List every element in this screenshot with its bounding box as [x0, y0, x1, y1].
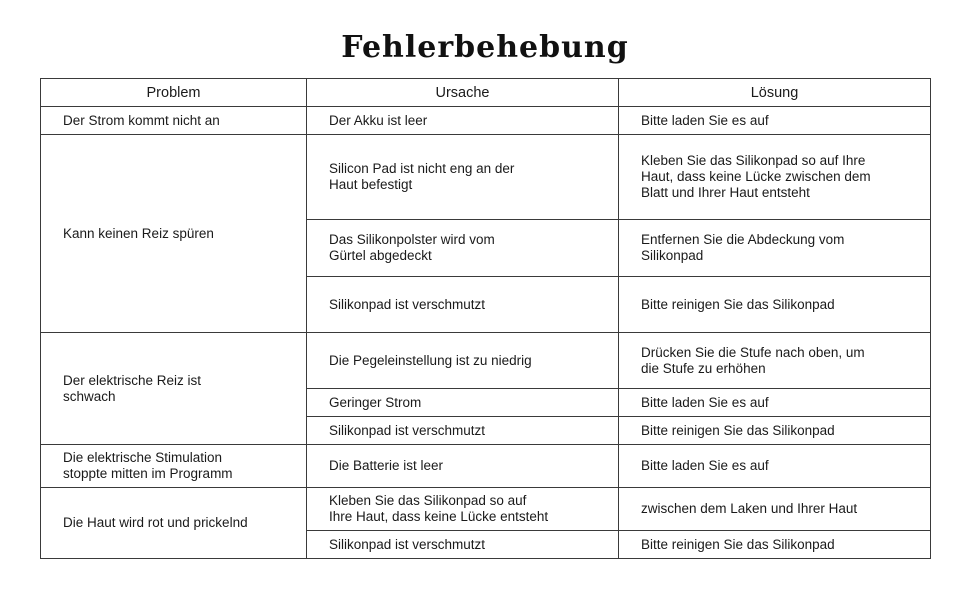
cause-cell: Silikonpad ist verschmutzt: [307, 531, 619, 559]
problem-cell: Der Strom kommt nicht an: [41, 107, 307, 135]
header-problem: Problem: [41, 79, 307, 107]
page-title: Fehlerbehebung: [341, 30, 629, 65]
header-loesung: Lösung: [619, 79, 931, 107]
cause-cell: Die Batterie ist leer: [307, 445, 619, 488]
problem-cell: Die elektrische Stimulation stoppte mitten im Programm: [41, 445, 307, 488]
problem-cell: Die Haut wird rot und prickelnd: [41, 488, 307, 559]
cause-cell: Silikonpad ist verschmutzt: [307, 277, 619, 333]
header-ursache: Ursache: [307, 79, 619, 107]
table-row: [41, 333, 931, 389]
table-row: [41, 488, 931, 531]
cause-cell: Kleben Sie das Silikonpad so auf Ihre Haut, dass keine Lücke entsteht: [307, 488, 619, 531]
problem-cell: Der elektrische Reiz ist schwach: [41, 333, 307, 445]
cause-cell: Geringer Strom: [307, 389, 619, 417]
table-header-row: [41, 79, 931, 107]
solution-cell: Bitte laden Sie es auf: [619, 107, 931, 135]
solution-cell: zwischen dem Laken und Ihrer Haut: [619, 488, 931, 531]
solution-cell: Bitte reinigen Sie das Silikonpad: [619, 417, 931, 445]
table-row: [41, 445, 931, 488]
solution-cell: Bitte laden Sie es auf: [619, 445, 931, 488]
cause-cell: Silikonpad ist verschmutzt: [307, 417, 619, 445]
solution-cell: Drücken Sie die Stufe nach oben, um die Stufe zu erhöhen: [619, 333, 931, 389]
cause-cell: Das Silikonpolster wird vom Gürtel abgedeckt: [307, 220, 619, 277]
troubleshooting-table: [40, 78, 931, 559]
table-row: [41, 107, 931, 135]
solution-cell: Entfernen Sie die Abdeckung vom Silikonpad: [619, 220, 931, 277]
problem-cell: Kann keinen Reiz spüren: [41, 135, 307, 333]
solution-cell: Bitte laden Sie es auf: [619, 389, 931, 417]
table-row: [41, 135, 931, 220]
cause-cell: Der Akku ist leer: [307, 107, 619, 135]
solution-cell: Bitte reinigen Sie das Silikonpad: [619, 531, 931, 559]
solution-cell: Bitte reinigen Sie das Silikonpad: [619, 277, 931, 333]
cause-cell: Silicon Pad ist nicht eng an der Haut befestigt: [307, 135, 619, 220]
solution-cell: Kleben Sie das Silikonpad so auf Ihre Haut, dass keine Lücke zwischen dem Blatt und Ihrer Haut entsteht: [619, 135, 931, 220]
cause-cell: Die Pegeleinstellung ist zu niedrig: [307, 333, 619, 389]
